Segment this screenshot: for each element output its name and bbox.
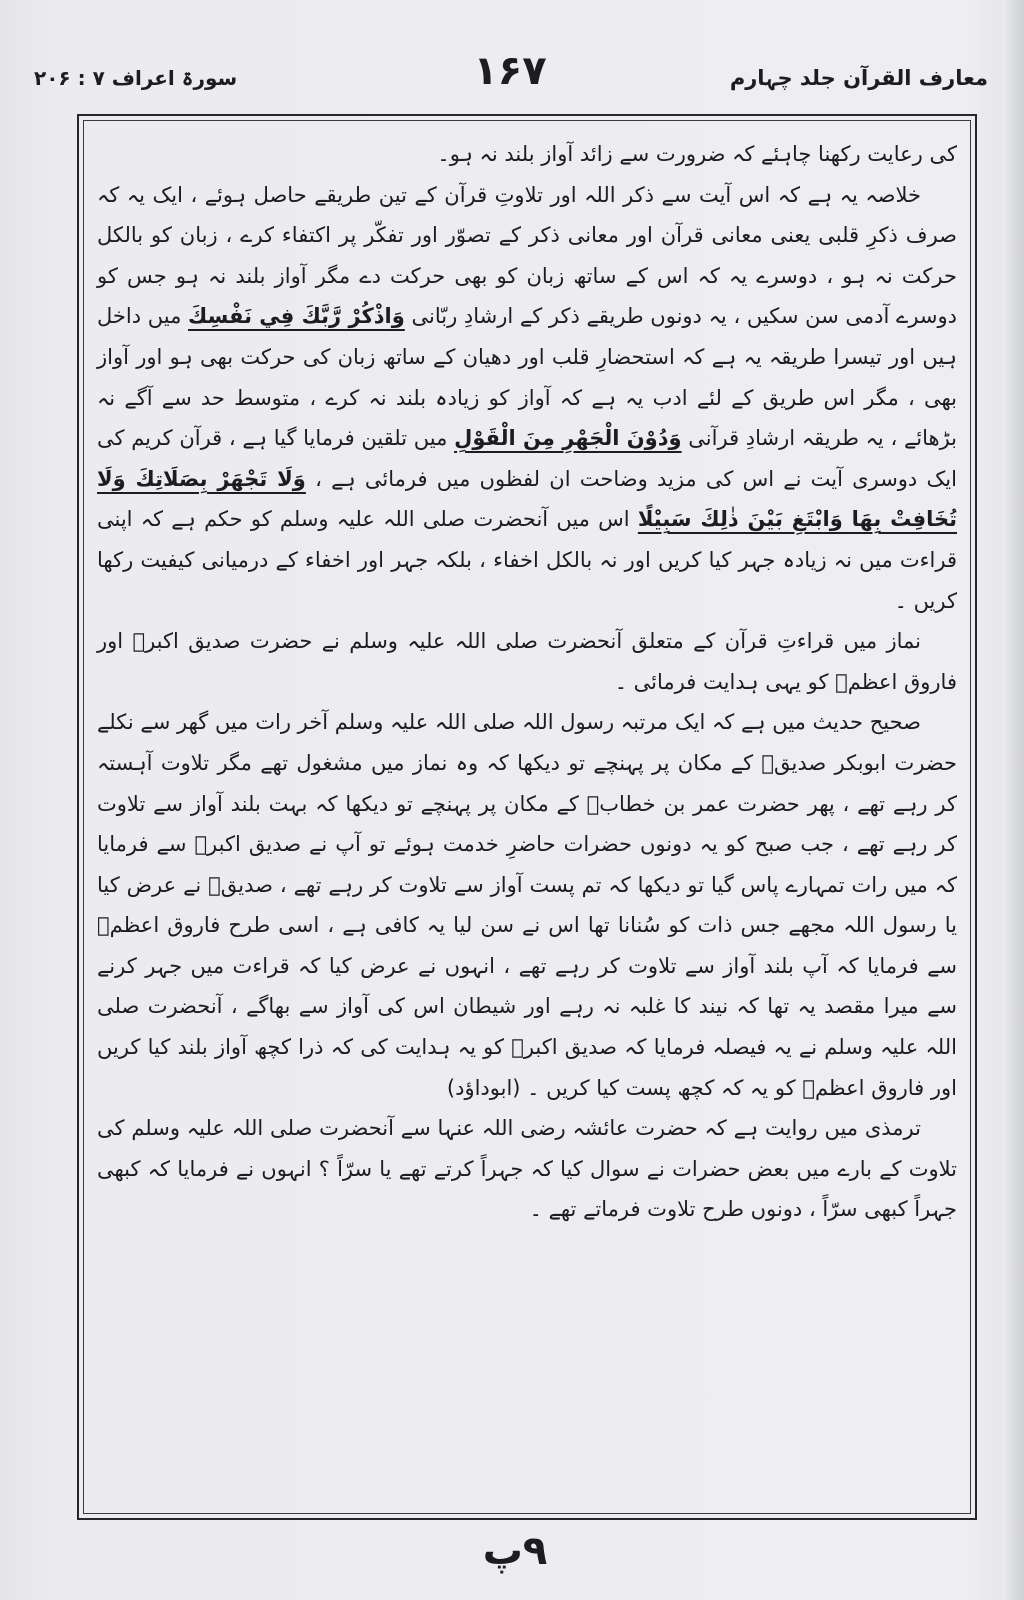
paragraph-4: صحیح حدیث میں ہے کہ ایک مرتبہ رسول اللہ صلی اللہ علیہ وسلم آخر رات میں گھر سے نکلے حضرت ابوبکر صدیقؓ کے مکان پر پہنچے تو دیکھا کہ وہ نماز میں مشغول تھے مگر تلاوت آہستہ کر رہے تھے ، پھر حضرت عمر بن خطابؓ کے مکان پر پہنچے تو دیکھا کہ بہت بلند آواز سے تلاوت کر رہے تھے ، جب صبح کو یہ دونوں حضرات حاضرِ خدمت ہوئے تو آپ نے صدیق اکبرؓ سے فرمایا کہ میں رات تمہارے پاس گیا تو دیکھا کہ تم پست آواز سے تلاوت کر رہے تھے ، صدیقؓ نے عرض کیا یا رسول اللہ مجھے جس ذات کو سُنانا تھا اس نے سن لیا یہ کافی ہے ، اسی طرح فاروق اعظمؓ سے فرمایا کہ آپ بلند آواز سے تلاوت کر رہے تھے ، انہوں نے عرض کیا کہ قراءت میں جہر کرنے سے میرا مقصد یہ تھا کہ نیند کا غلبہ نہ رہے اور شیطان اس کی آواز سے بھاگے ، آنحضرت صلی اللہ علیہ وسلم نے یہ فیصلہ فرمایا کہ صدیق اکبرؓ کو یہ ہدایت کی کہ ذرا کچھ آواز بلند کیا کریں اور فاروق اعظمؓ کو یہ کہ کچھ پست کیا کریں ۔ (ابوداؤد) <box>97 710 957 1100</box>
paragraph-2-text: خلاصہ یہ ہے کہ اس آیت سے ذکر اللہ اور تلاوتِ قرآن کے تین طریقے حاصل ہوئے ، ایک یہ کہ صرف ذکرِ قلبی یعنی معانی قرآن اور معانی ذکر کے تصوّر اور تفکّر پر اکتفاء کرے ، زبان کو بالکل حرکت نہ ہو ، دوسرے یہ کہ اس کے ساتھ زبان کو بھی حرکت دے مگر آواز بلند نہ ہو جس کو دوسرے آدمی سن سکیں ، یہ دونوں طریقے ذکر کے ارشادِ ربّانی <box>97 182 957 329</box>
page-number: ۱۶۷ <box>473 48 547 94</box>
book-title: معارف القرآن جلد چہارم <box>729 66 988 90</box>
binding-edge <box>1002 0 1024 1600</box>
paragraph-2 <box>97 175 957 622</box>
running-header <box>30 48 990 108</box>
paragraph-2b-text: میں داخل ہیں اور تیسرا طریقہ یہ ہے کہ استحضارِ قلب اور دھیان کے ساتھ زبان کی حرکت بھی ہو اور آواز بھی ، مگر اس طریق کے لئے ادب یہ ہے کہ آواز کو زیادہ بلند نہ کرے ، متوسط حد سے آگے نہ بڑھائے ، یہ طریقہ ارشادِ قرآنی <box>97 304 958 451</box>
paragraph-5: ترمذی میں روایت ہے کہ حضرت عائشہ رضی اللہ عنہا سے آنحضرت صلی اللہ علیہ وسلم کی تلاوت کے بارے میں بعض حضرات نے سوال کیا کہ جہراً کرتے تھے یا سرّاً ؟ انہوں نے فرمایا کہ کبھی جہراً کبھی سرّاً ، دونوں طرح تلاوت فرماتے تھے ۔ <box>97 1116 957 1222</box>
paragraph-2d-text: اس میں آنحضرت صلی اللہ علیہ وسلم کو حکم ہے کہ اپنی قراءت میں نہ زیادہ جہر کیا کریں اور نہ بالکل اخفاء ، بلکہ جہر اور اخفاء کے درمیانی کیفیت رکھا کریں ۔ <box>97 507 957 613</box>
paragraph-2c-text: میں تلقین فرمایا گیا ہے ، قرآن کریم کی ایک دوسری آیت نے اس کی مزید وضاحت ان لفظوں میں فرمائی ہے ، <box>97 426 957 491</box>
quran-verse-3: وَلَا تَجْهَرْ بِصَلَاتِكَ وَلَا تُخَافِتْ بِهَا وَابْتَغِ بَيْنَ ذٰلِكَ سَبِيْلًا <box>97 466 957 532</box>
paragraph-3: نماز میں قراءتِ قرآن کے متعلق آنحضرت صلی اللہ علیہ وسلم نے حضرت صدیق اکبرؓ اور فاروق اعظمؓ کو یہی ہدایت فرمائی ۔ <box>97 629 957 694</box>
paragraph-1: کی رعایت رکھنا چاہئے کہ ضرورت سے زائد آواز بلند نہ ہو۔ <box>437 142 957 166</box>
footer-signature-mark: ۹پ <box>482 1528 548 1574</box>
quran-verse-2: وَدُوْنَ الْجَهْرِ مِنَ الْقَوْلِ <box>454 426 682 451</box>
text-frame <box>77 114 977 1520</box>
quran-verse-1: وَاذْكُرْ رَّبَّكَ فِي نَفْسِكَ <box>188 304 405 329</box>
chapter-reference: سورۃ اعراف ۷ : ۲۰۶ <box>34 66 238 90</box>
body-text <box>97 134 957 1230</box>
